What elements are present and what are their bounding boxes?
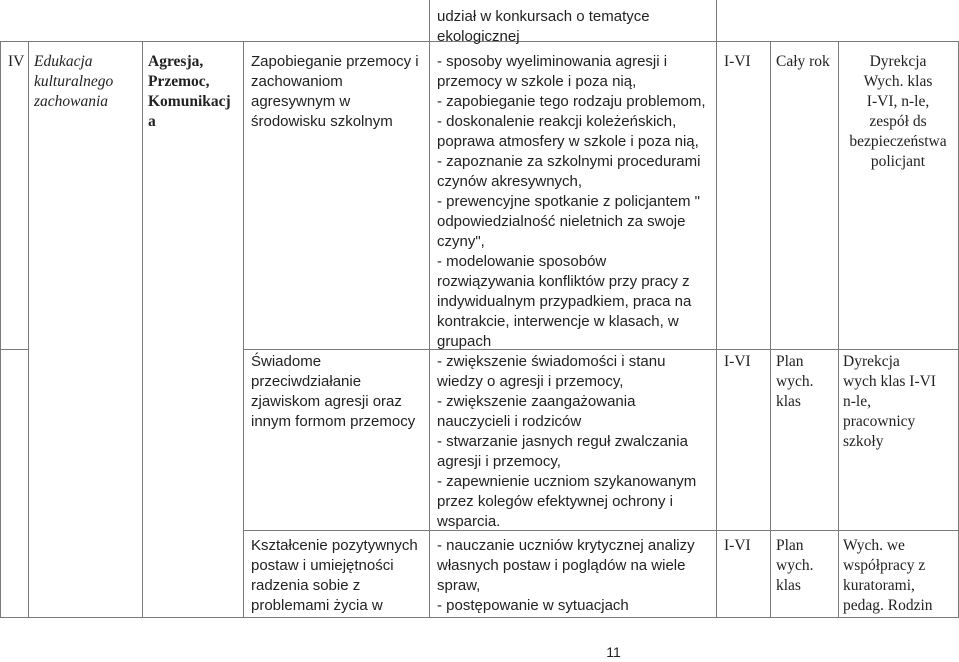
row-number: IV [8, 53, 25, 70]
continued-task-text: udział w konkursach o tematyce ekologicznej [437, 8, 650, 45]
tasks-cell: - nauczanie uczniów krytycznej analizy własnych postaw i poglądów na wiele spraw, - postępowanie w sytuacjach [437, 537, 695, 614]
tasks-cell: - zwiększenie świadomości i stanu wiedzy o agresji i przemocy, - zwiększenie zaangażowania nauczycieli i rodziców - stwarzanie jasnych reguł zwalczania agresji i przemocy, - zapewnienie uczniom szykanowanym przez kolegów efektywnej ochrony i wsparcia. [437, 353, 697, 530]
responsible-cell: Dyrekcja wych klas I-VI n-le, pracownicy szkoły [843, 353, 936, 450]
page-number: 11 [606, 644, 621, 660]
time-cell: Plan wych. klas [776, 353, 814, 410]
goal-cell: Kształcenie pozytywnych postaw i umiejętności radzenia sobie z problemami życia w [251, 537, 418, 614]
time-cell: Plan wych. klas [776, 537, 814, 594]
tasks-cell: - sposoby wyeliminowania agresji i przemocy w szkole i poza nią, - zapobieganie tego rodzaju problemom, - doskonalenie reakcji koleżeńskich, poprawa atmosfery w szkole i poza nią, - zapoznanie za szkolnymi procedurami czynów akresywnych, - prewencyjne spotkanie z policjantem " odpowiedzialność nieletnich za swoje czyny", - modelowanie sposobów rozwiązywania konfliktów przy pracy z indywidualnym przypadkiem, praca na kontrakcie, interwencje w klasach, w grupach [437, 53, 706, 350]
classes-cell: I-VI [724, 53, 751, 70]
goal-cell: Zapobieganie przemocy i zachowaniom agresywnym w środowisku szkolnym [251, 53, 419, 130]
area-cell: Edukacja kulturalnego zachowania [34, 53, 114, 110]
topic-cell: Agresja, Przemoc, Komunikacj a [148, 53, 231, 130]
responsible-cell: Wych. we współpracy z kuratorami, pedag. Rodzin [843, 537, 933, 614]
goal-cell: Świadome przeciwdziałanie zjawiskom agresji oraz innym formom przemocy [251, 353, 416, 430]
responsible-cell: Dyrekcja Wych. klas I-VI, n-le, zespół ds bezpieczeństwa policjant [849, 53, 947, 170]
classes-cell: I-VI [724, 353, 751, 370]
classes-cell: I-VI [724, 537, 751, 554]
time-cell: Cały rok [776, 53, 830, 70]
